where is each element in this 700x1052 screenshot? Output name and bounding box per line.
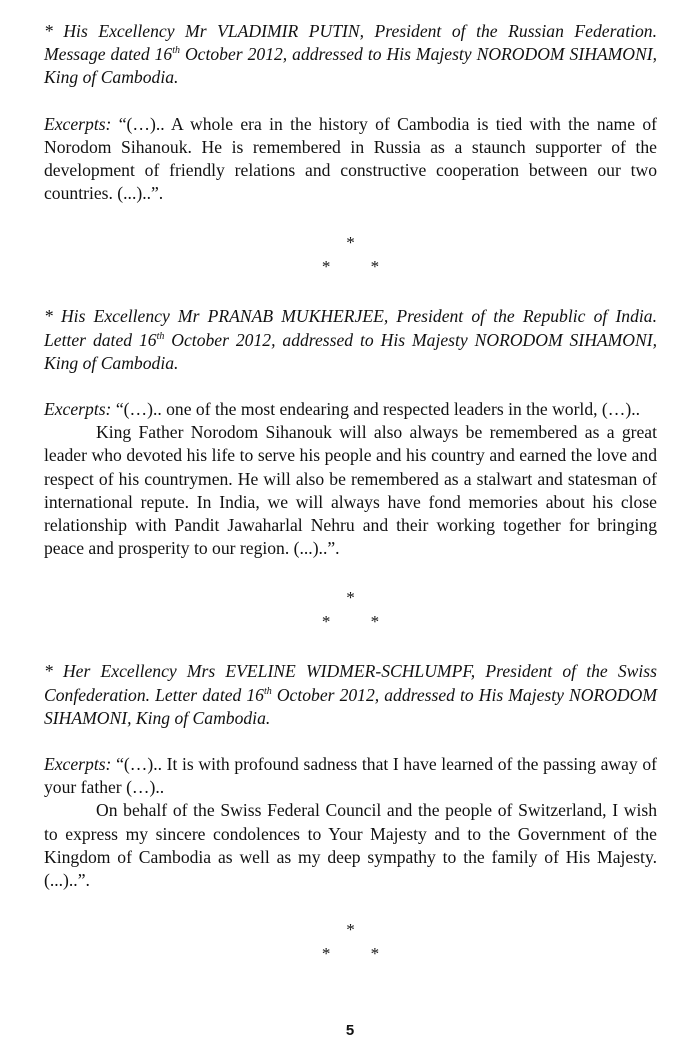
separator-asterisks: * * * [321, 588, 398, 632]
message-putin [44, 20, 657, 205]
separator-asterisks: * * * [321, 233, 398, 277]
excerpt-paragraph: Excerpts: “(…).. It is with profound sadness that I have learned of the passing away of your father (…).. [44, 754, 657, 798]
document-page [44, 20, 657, 966]
message-mukherjee [44, 305, 657, 560]
page-number: 5 [345, 1022, 355, 1039]
excerpt-label: Excerpts: [44, 754, 112, 775]
excerpt-continuation: King Father Norodom Sihanouk will also always be remembered as a great leader who devoted his life to serve his people and his country and earned the love and respect of his countrymen. He will also be remembered as a stalwart and statesman of international repute. In India, we will always have fond memories about his close relationship with Pandit Jawaharlal Nehru and their working together for bringing peace and prosperity to our region. (...)..”. [44, 422, 657, 559]
excerpt-continuation: On behalf of the Swiss Federal Council and the people of Switzerland, I wish to express my sincere condolences to Your Majesty and to the Government of the Kingdom of Cambodia as well as my deep sympathy to the family of His Majesty. (...)..”. [44, 800, 657, 891]
excerpt-paragraph: Excerpts: “(…).. one of the most endearing and respected leaders in the world, (…).. [44, 399, 641, 420]
message-heading: * His Excellency Mr PRANAB MUKHERJEE, President of the Republic of India. Letter dated 16th October 2012, addressed to His Majesty NORODOM SIHAMONI, King of Cambodia. [44, 306, 657, 373]
message-heading: * His Excellency Mr VLADIMIR PUTIN, President of the Russian Federation. Message dated 16th October 2012, addressed to His Majesty NORODOM SIHAMONI, King of Cambodia. [44, 21, 657, 88]
excerpt-label: Excerpts: [44, 113, 112, 134]
excerpt-paragraph: Excerpts: “(…).. A whole era in the history of Cambodia is tied with the name of Norodom Sihanouk. He is remembered in Russia as a staunch supporter of the development of friendly relations and constructive cooperation between our two countries. (...)..”. [44, 113, 657, 204]
separator-asterisks: * * * [321, 920, 398, 964]
excerpt-label: Excerpts: [44, 399, 112, 420]
message-heading: * Her Excellency Mrs EVELINE WIDMER-SCHLUMPF, President of the Swiss Confederation. Letter dated 16th October 2012, addressed to His Majesty NORODOM SIHAMONI, King of Cambodia. [44, 661, 658, 728]
message-widmer-schlumpf [44, 660, 657, 892]
